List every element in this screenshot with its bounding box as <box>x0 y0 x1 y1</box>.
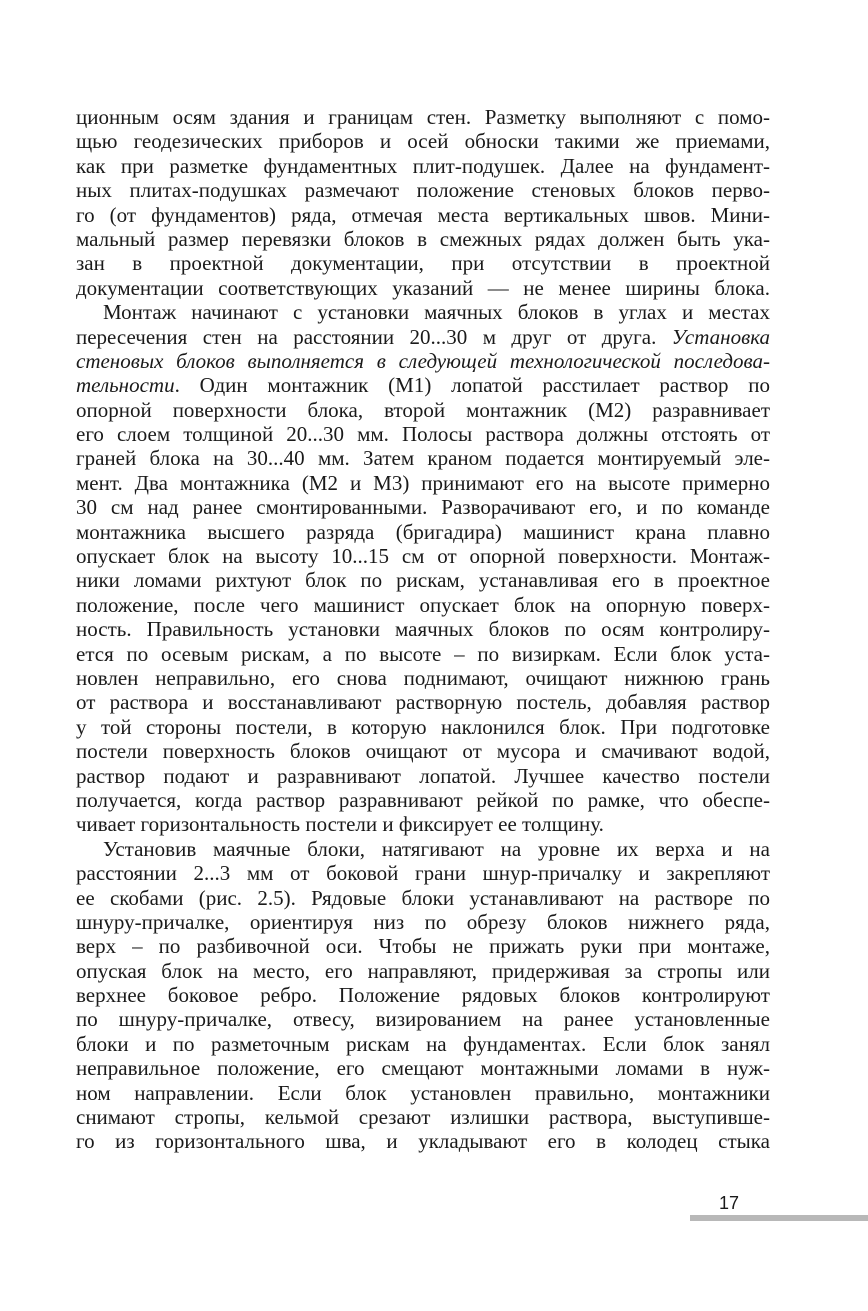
text-line: ники ломами рихтуют блок по рискам, устанавливая его в проектное <box>76 568 770 593</box>
text-line: монтажника высшего разряда (бригадира) машинист крана плавно <box>76 519 770 544</box>
text-line: го (от фундаментов) ряда, отмечая места вертикальных швов. Мини- <box>76 202 770 227</box>
text-run: пересечения стен на расстоянии 20...30 м друг от друга. <box>76 324 657 349</box>
text-line: Монтаж начинают с установки маячных блоков в углах и местах <box>103 300 770 325</box>
text-line: раствор подают и разравнивают лопатой. Лучшее качество постели <box>76 763 770 788</box>
text-line: постели поверхность блоков очищают от мусора и смачивают водой, <box>76 739 770 764</box>
text-line: мальный размер перевязки блоков в смежных рядах должен быть ука- <box>76 226 770 251</box>
text-line: граней блока на 30...40 мм. Затем краном подается монтируемый эле- <box>76 446 770 471</box>
text-line: верхнее боковое ребро. Положение рядовых блоков контролируют <box>76 983 770 1008</box>
text-line-mixed <box>76 373 770 397</box>
text-line: снимают стропы, кельмой срезают излишки раствора, выступивше- <box>76 1105 770 1130</box>
italic-run: тельности <box>76 373 175 398</box>
text-line: по шнуру-причалке, отвесу, визированием на ранее установленные <box>76 1007 770 1032</box>
text-line: мент. Два монтажника (М2 и М3) принимают его на высоте примерно <box>76 470 770 495</box>
text-line: у той стороны постели, в которую наклонился блок. При подготовке <box>76 714 770 739</box>
text-line: Установив маячные блоки, натягивают на уровне их верха и на <box>103 836 770 861</box>
text-line: от раствора и восстанавливают растворную постель, добавляя раствор <box>76 690 770 715</box>
text-line: документации соответствующих указаний — не менее ширины блока. <box>76 275 770 300</box>
text-line: ционным осям здания и границам стен. Разметку выполняют с помо- <box>76 105 770 129</box>
text-line: новлен неправильно, его снова поднимают, очищают нижнюю грань <box>76 665 770 690</box>
text-line: верх – по разбивочной оси. Чтобы не прижать руки при монтаже, <box>76 934 770 959</box>
text-line: опуская блок на место, его направляют, придерживая за стропы или <box>76 958 770 983</box>
text-run: . Один монтажник (М1) лопатой расстилает раствор по <box>174 373 770 398</box>
text-line: получается, когда раствор разравнивают рейкой по рамке, что обеспе- <box>76 787 770 812</box>
text-line: ность. Правильность установки маячных блоков по осям контролиру- <box>76 617 770 642</box>
text-line: как при разметке фундаментных плит-подушек. Далее на фундамент- <box>76 153 770 178</box>
text-line: его слоем толщиной 20...30 мм. Полосы раствора должны отстоять от <box>76 422 770 447</box>
text-line-italic <box>76 349 770 373</box>
italic-run: стеновых блоков выполняется в следующей технологической последова- <box>76 348 770 373</box>
text-line: шнуру-причалке, ориентируя низ по обрезу блоков нижнего ряда, <box>76 909 770 934</box>
text-line: неправильное положение, его смещают монтажными ломами в нуж- <box>76 1056 770 1081</box>
text-line: ных плитах-подушках размечают положение стеновых блоков перво- <box>76 178 770 203</box>
text-line: положение, после чего машинист опускает блок на опорную поверх- <box>76 592 770 617</box>
text-line: ном направлении. Если блок установлен правильно, монтажники <box>76 1080 770 1105</box>
text-line: расстоянии 2...3 мм от боковой грани шнур-причалку и закрепляют <box>76 861 770 886</box>
text-line: чивает горизонтальность постели и фиксирует ее толщину. <box>76 812 604 837</box>
text-line: ется по осевым рискам, а по высоте – по визиркам. Если блок уста- <box>76 641 770 666</box>
italic-run: Установка <box>671 324 770 349</box>
text-line: ее скобами (рис. 2.5). Рядовые блоки устанавливают на растворе по <box>76 885 770 910</box>
body-text <box>76 105 770 1154</box>
text-line: щью геодезических приборов и осей обноски такими же приемами, <box>76 129 770 154</box>
text-line: опорной поверхности блока, второй монтажник (М2) разравнивает <box>76 397 770 422</box>
text-line: блоки и по разметочным рискам на фундаментах. Если блок занял <box>76 1031 770 1056</box>
text-line: опускает блок на высоту 10...15 см от опорной поверхности. Монтаж- <box>76 544 770 569</box>
text-line-mixed <box>76 325 770 349</box>
text-line: го из горизонтального шва, и укладывают его в колодец стыка <box>76 1129 770 1154</box>
footer-rule <box>690 1215 868 1221</box>
text-line: зан в проектной документации, при отсутствии в проектной <box>76 251 770 276</box>
text-line: 30 см над ранее смонтированными. Разворачивают его, и по команде <box>76 495 770 520</box>
page-number: 17 <box>719 1193 740 1213</box>
